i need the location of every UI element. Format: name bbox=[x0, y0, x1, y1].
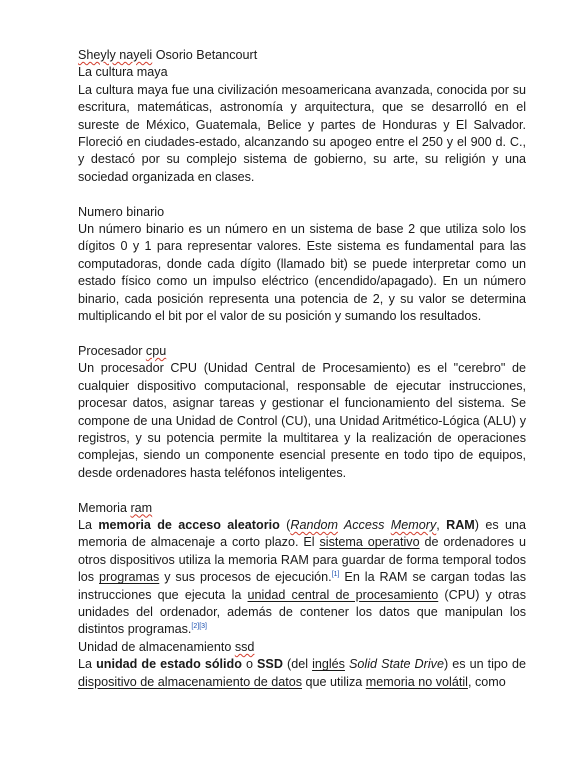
ram-paragraph bbox=[78, 517, 526, 639]
blank-line bbox=[78, 186, 526, 203]
text-run: En la RAM se cargan todas las instrucciones que ejecuta la bbox=[78, 570, 526, 602]
author-line bbox=[78, 47, 526, 64]
bold-term: RAM bbox=[446, 517, 475, 532]
bold-term: unidad de estado sólido bbox=[96, 657, 242, 672]
footnote-ref-1[interactable]: [1] bbox=[331, 571, 340, 579]
footnote-ref-2[interactable]: [2] bbox=[191, 623, 200, 631]
link-sistema-operativo[interactable]: sistema operativo bbox=[319, 535, 420, 550]
text-run: , bbox=[436, 517, 447, 532]
blank-line bbox=[78, 482, 526, 499]
cpu-heading-word: cpu bbox=[145, 343, 167, 358]
ram-heading-text: Memoria bbox=[78, 500, 131, 515]
link-unidad-central[interactable]: unidad central de procesamiento bbox=[247, 587, 439, 602]
italic-term: Access bbox=[337, 517, 391, 532]
text-run: (del bbox=[282, 657, 313, 672]
ssd-paragraph bbox=[78, 656, 526, 691]
maya-paragraph: La cultura maya fue una civilización mesoamericana avanzada, conocida por su escritura, matemáticas, astronomía y arquitectura, que se desarrolló en el sureste de México, Guatemala, Belice y partes de Honduras y El Salvador. Floreció en ciudades-estado, alcanzando su apogeo entre el 250 y el 900 d. C., y destacó por su complejo sistema de gobierno, su arte, su religión y una sociedad organizada en clases. bbox=[78, 82, 526, 184]
bold-term: memoria de acceso aleatorio bbox=[98, 517, 280, 532]
link-ingles[interactable]: inglés bbox=[312, 657, 345, 672]
cpu-paragraph: Un procesador CPU (Unidad Central de Procesamiento) es el "cerebro" de cualquier dispositivo computacional, responsable de ejecutar instrucciones, procesar datos, asignar tareas y gestionar el funcionamiento del sistema. Se compone de una Unidad de Control (CU), una Unidad Aritmético-Lógica (ALU) y registros, y su potencia permite la multitarea y la realización de operaciones complejas, siendo un componente esencial presente en todo tipo de equipos, desde ordenadores hasta teléfonos inteligentes. bbox=[78, 361, 526, 480]
italic-term: Random bbox=[290, 517, 338, 532]
binario-paragraph: Un número binario es un número en un sistema de base 2 que utiliza solo los dígitos 0 y 1 para representar valores. Este sistema es fundamental para las computadoras, donde cada dígito (llamado bit) se puede interpretar como un estado físico como un impulso eléctrico (encendido/apagado). En un número binario, cada posición representa una potencia de 2, y su valor se determina multiplicando el bit por el valor de su posición y sumando los resultados. bbox=[78, 222, 526, 324]
ssd-heading bbox=[78, 639, 526, 656]
author-first-name: Sheyly nayeli bbox=[78, 48, 153, 62]
ssd-heading-word: ssd bbox=[234, 639, 255, 654]
italic-term: Memory bbox=[390, 517, 437, 532]
link-memoria-no-volatil[interactable]: memoria no volátil bbox=[365, 674, 468, 689]
text-run: o bbox=[241, 657, 258, 672]
text-run: ) es una memoria de almacenaje a corto plazo. El bbox=[78, 517, 526, 550]
ssd-heading-text: Unidad de almacenamiento bbox=[78, 639, 235, 654]
text-run: ) es un tipo de bbox=[443, 657, 527, 672]
author-last-name: Osorio Betancourt bbox=[152, 48, 258, 62]
text-run: , como bbox=[467, 674, 506, 689]
binario-heading: Numero binario bbox=[78, 204, 165, 219]
ram-heading-word: ram bbox=[130, 500, 153, 515]
text-run: (CPU) y otras unidades del ordenador, además de contener los datos que manipulan los distintos programas. bbox=[78, 587, 526, 637]
link-dispositivo-almacenamiento[interactable]: dispositivo de almacenamiento de datos bbox=[78, 674, 303, 689]
document-title: La cultura maya bbox=[78, 65, 168, 80]
text-run: La bbox=[78, 657, 97, 672]
document-body bbox=[78, 47, 526, 691]
text-run: ( bbox=[279, 517, 291, 532]
text-run: de ordenadores u otros dispositivos utiliza la memoria RAM para guardar de forma temporal todos los bbox=[78, 535, 526, 585]
ram-heading bbox=[78, 500, 526, 517]
cpu-heading bbox=[78, 343, 526, 360]
blank-line bbox=[78, 325, 526, 342]
link-programas[interactable]: programas bbox=[99, 570, 160, 585]
cpu-heading-text: Procesador bbox=[78, 343, 146, 358]
text-run: La bbox=[78, 517, 99, 532]
footnote-ref-3[interactable]: [3] bbox=[199, 623, 207, 631]
text-run: y sus procesos de ejecución. bbox=[159, 570, 332, 585]
text-run: que utiliza bbox=[302, 674, 366, 689]
bold-term: SSD bbox=[257, 657, 283, 672]
italic-term: Solid State Drive bbox=[349, 657, 444, 672]
